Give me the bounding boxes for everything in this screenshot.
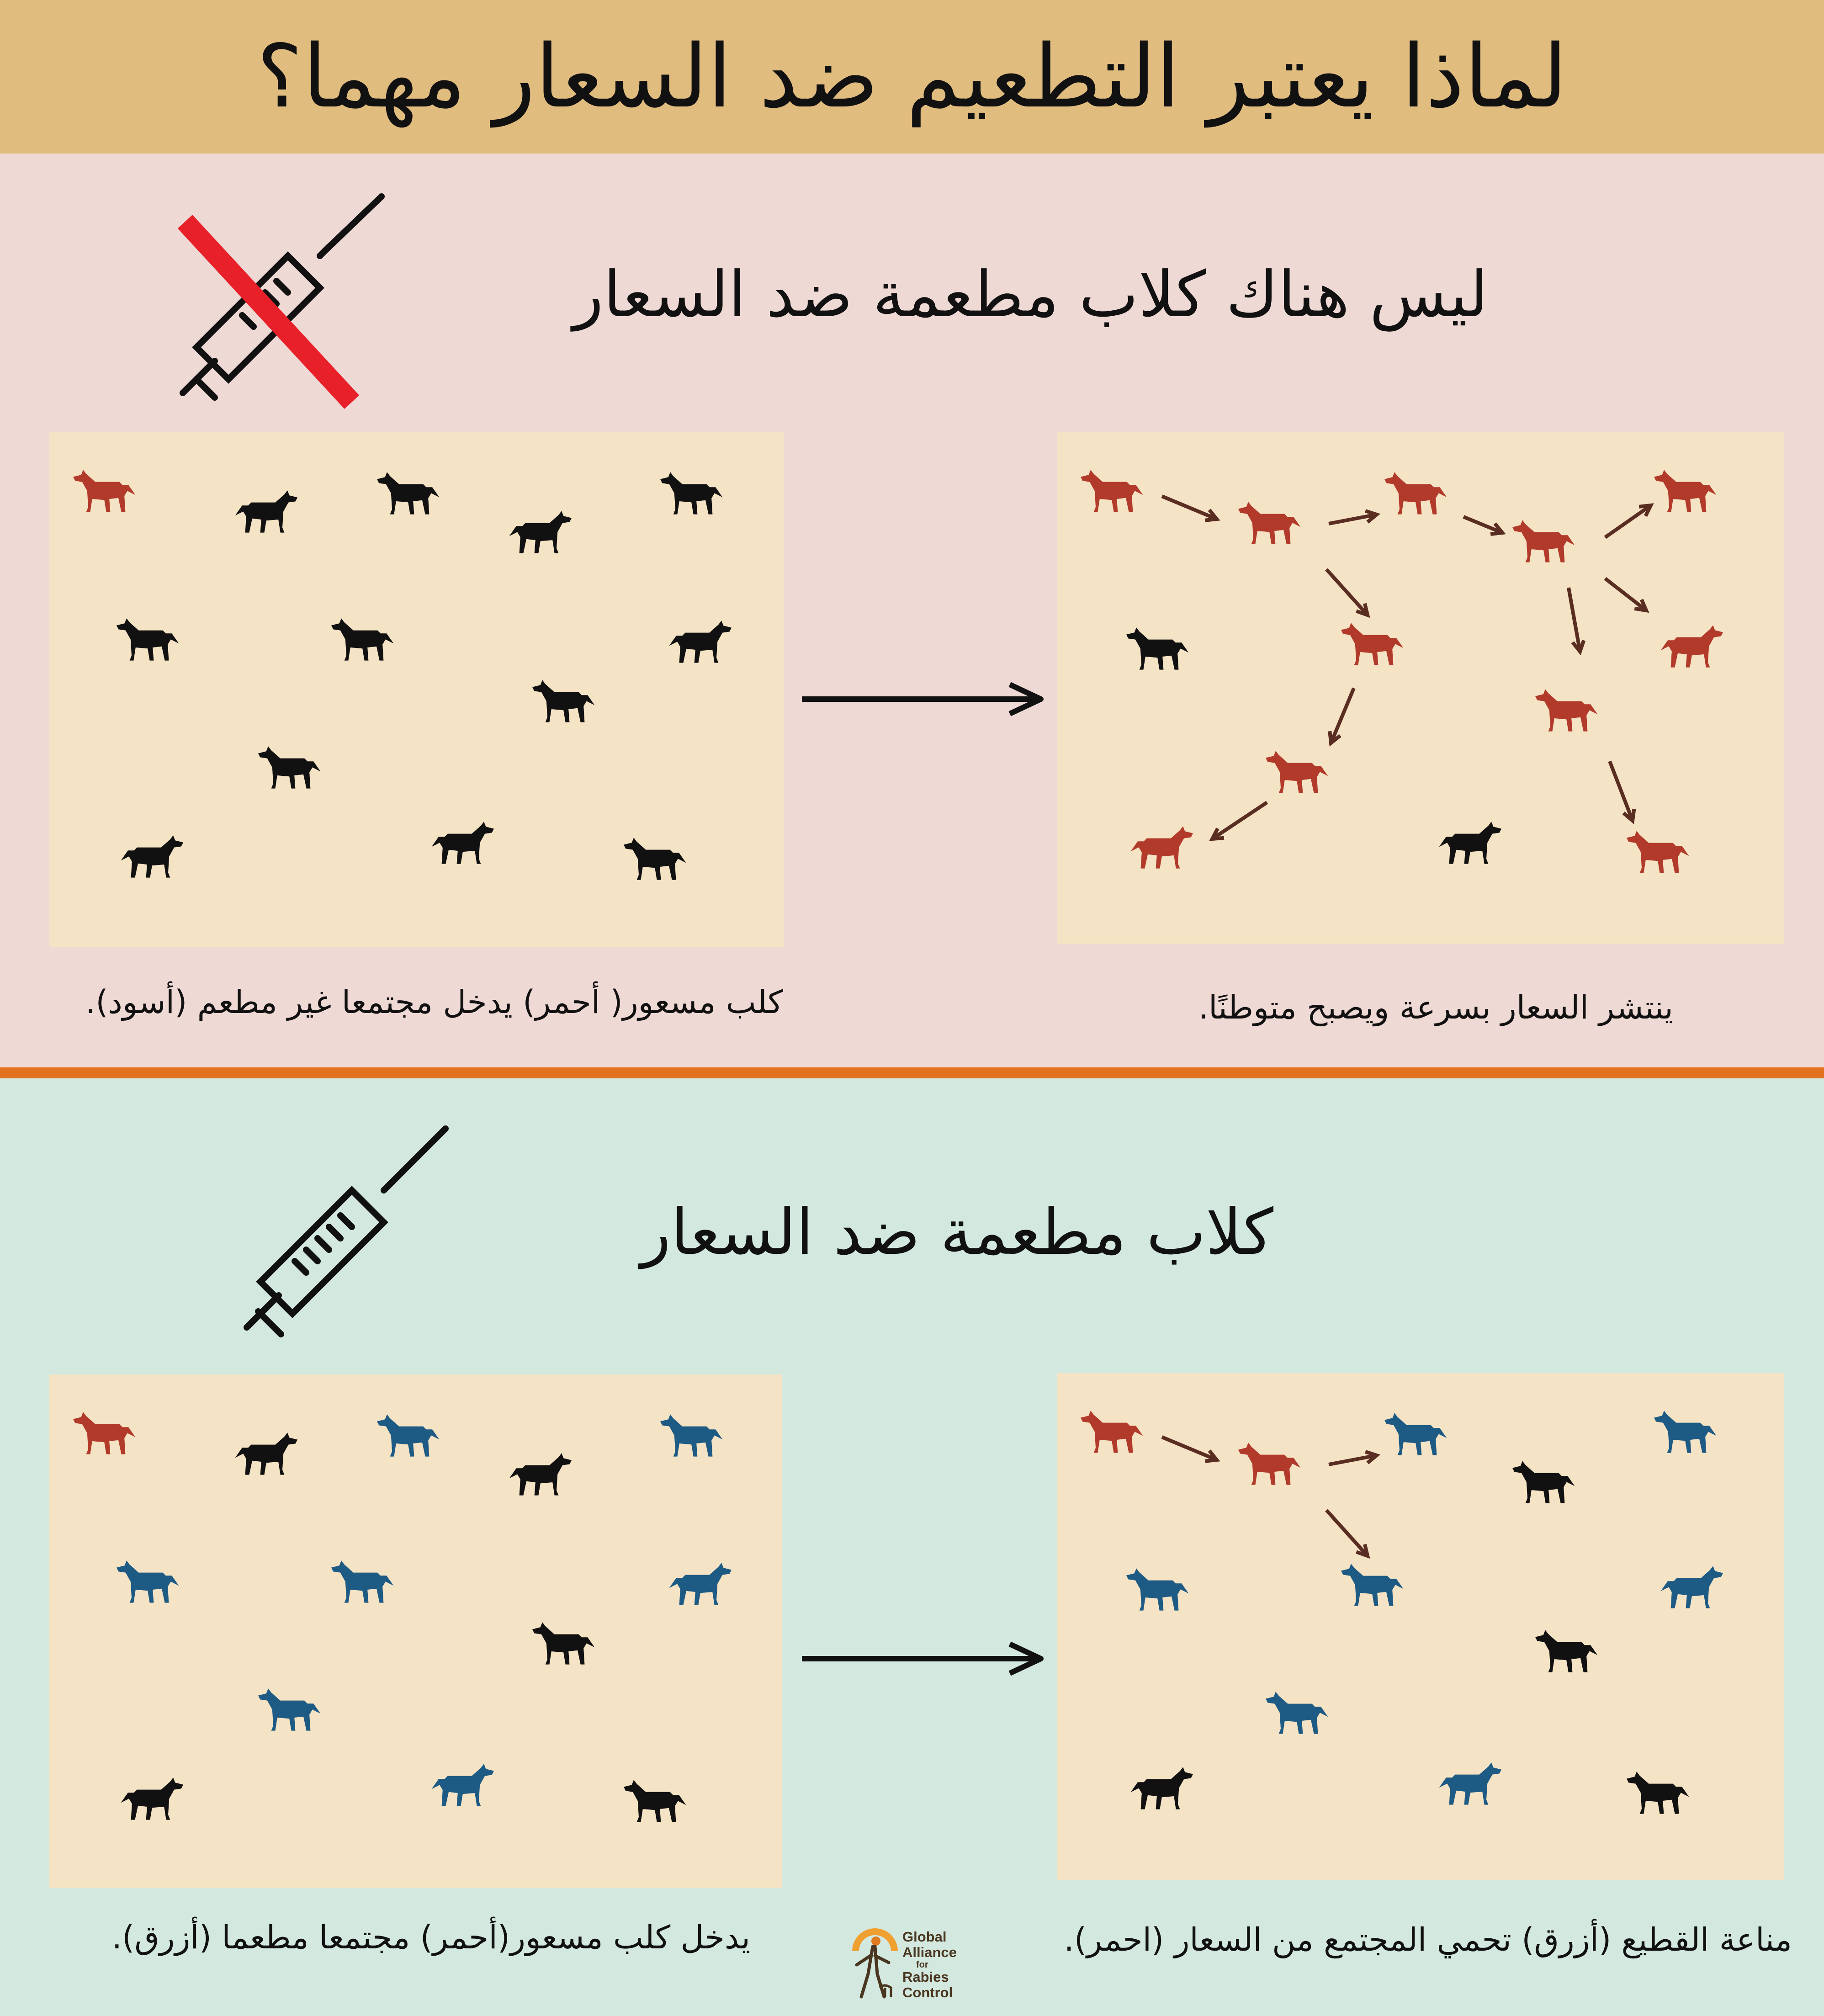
panel-vacc-after — [1057, 1373, 1784, 1880]
rabid-dog — [1384, 472, 1447, 514]
unvaccinated-dog — [532, 680, 594, 722]
transmission-arrow — [1463, 517, 1502, 534]
unvaccinated-dog — [1439, 822, 1501, 864]
rabid-dog — [1266, 751, 1328, 793]
rabid-dog — [1131, 826, 1193, 868]
unvaccinated-dog — [1627, 1772, 1689, 1814]
vaccination-heading: كلاب مطعمة ضد السعار — [640, 1195, 1273, 1269]
vacc-after-caption: مناعة القطيع (أزرق) تحمي المجتمع من السعار (احمر). — [1064, 1921, 1792, 1958]
logo-line-control: Control — [902, 1984, 953, 2000]
unvaccinated-dog — [432, 822, 494, 864]
vaccinated-dog — [1661, 1566, 1723, 1608]
vaccinated-dog — [117, 1560, 179, 1602]
unvaccinated-dog — [235, 1432, 297, 1475]
unvaccinated-dog — [624, 1780, 686, 1822]
transmission-arrow — [1605, 578, 1646, 610]
vaccinated-dog — [1384, 1413, 1447, 1455]
progression-arrow — [800, 681, 1046, 717]
unvaccinated-dog — [258, 746, 320, 788]
rabid-dog — [73, 470, 135, 512]
rabid-dog — [73, 1412, 135, 1454]
logo-line-alliance: Alliance — [902, 1944, 957, 1960]
transmission-arrow — [1569, 588, 1584, 652]
vaccinated-dog — [1126, 1568, 1188, 1610]
panel-no-vacc-after — [1057, 432, 1784, 944]
rabid-dog — [1627, 831, 1689, 873]
unvaccinated-dog — [121, 835, 183, 877]
header-bar — [0, 0, 1824, 154]
rabid-dog — [1654, 470, 1716, 512]
transmission-arrow — [1605, 505, 1651, 537]
page-title: لماذا يعتبر التطعيم ضد السعار مهما؟ — [256, 26, 1568, 127]
logo-line-global: Global — [902, 1929, 947, 1945]
vaccinated-dog — [1439, 1762, 1501, 1804]
unvaccinated-dog — [235, 490, 297, 532]
unvaccinated-dog — [669, 621, 732, 663]
no-vacc-after-caption: ينتشر السعار بسرعة ويصبح متوطنًا. — [1198, 989, 1673, 1026]
unvaccinated-dog — [532, 1622, 594, 1664]
garc-logo — [848, 1919, 902, 2001]
no-vaccination-heading: ليس هناك كلاب مطعمة ضد السعار — [573, 258, 1488, 331]
logo-text — [902, 1929, 957, 2000]
unvaccinated-dog — [377, 472, 439, 514]
unvaccinated-dog — [509, 511, 572, 553]
rabid-dog — [1341, 623, 1403, 665]
rabid-dog — [1081, 470, 1143, 512]
unvaccinated-dog — [624, 838, 686, 880]
unvaccinated-dog — [1131, 1767, 1193, 1809]
transmission-arrow — [1162, 496, 1217, 520]
vaccinated-dog — [669, 1563, 732, 1605]
transmission-arrow — [1329, 1452, 1377, 1464]
unvaccinated-dog — [121, 1777, 183, 1820]
rabid-dog — [1535, 689, 1597, 731]
transmission-arrow — [1610, 761, 1634, 821]
unvaccinated-dog — [117, 618, 179, 660]
dog-scene — [1057, 1373, 1784, 1880]
progression-arrow — [800, 1640, 1046, 1677]
vaccinated-dog — [331, 1560, 393, 1602]
rabid-dog — [1661, 625, 1723, 667]
transmission-arrow — [1212, 802, 1267, 839]
syringe-icon — [238, 1124, 457, 1343]
dog-scene — [49, 432, 784, 947]
rabid-dog — [1081, 1411, 1143, 1453]
logo-line-rabies: Rabies — [902, 1969, 949, 1985]
rabid-dog — [1238, 502, 1300, 544]
transmission-arrow — [1326, 569, 1368, 615]
unvaccinated-dog — [1535, 1630, 1597, 1672]
unvaccinated-dog — [331, 618, 393, 660]
dog-scene — [49, 1374, 782, 1888]
unvaccinated-dog — [509, 1453, 572, 1495]
crossed-syringe-icon — [174, 187, 393, 416]
unvaccinated-dog — [660, 472, 722, 514]
panel-no-vacc-before — [49, 432, 784, 947]
transmission-arrow — [1326, 1510, 1368, 1556]
transmission-arrow — [1162, 1437, 1217, 1461]
transmission-arrow — [1329, 511, 1377, 524]
vaccinated-dog — [1341, 1564, 1403, 1606]
dog-scene — [1057, 432, 1784, 944]
panel-vacc-before — [49, 1374, 782, 1888]
unvaccinated-dog — [1126, 627, 1188, 669]
rabid-dog — [1238, 1443, 1300, 1485]
vaccinated-dog — [1654, 1411, 1716, 1453]
vaccinated-dog — [432, 1764, 494, 1806]
vaccinated-dog — [258, 1688, 320, 1730]
vaccinated-dog — [660, 1414, 722, 1456]
transmission-arrow — [1330, 688, 1354, 743]
rabid-dog — [1512, 520, 1575, 562]
vacc-before-caption: يدخل كلب مسعور(أحمر) مجتمعا مطعما (أزرق). — [111, 1919, 750, 1956]
section-divider — [0, 1067, 1824, 1078]
vaccinated-dog — [1266, 1692, 1328, 1734]
unvaccinated-dog — [1512, 1461, 1575, 1503]
no-vacc-before-caption: كلب مسعور( أحمر) يدخل مجتمعا غير مطعم (أسود). — [85, 983, 783, 1021]
vaccinated-dog — [377, 1414, 439, 1456]
logo-line-for: for — [916, 1960, 928, 1970]
